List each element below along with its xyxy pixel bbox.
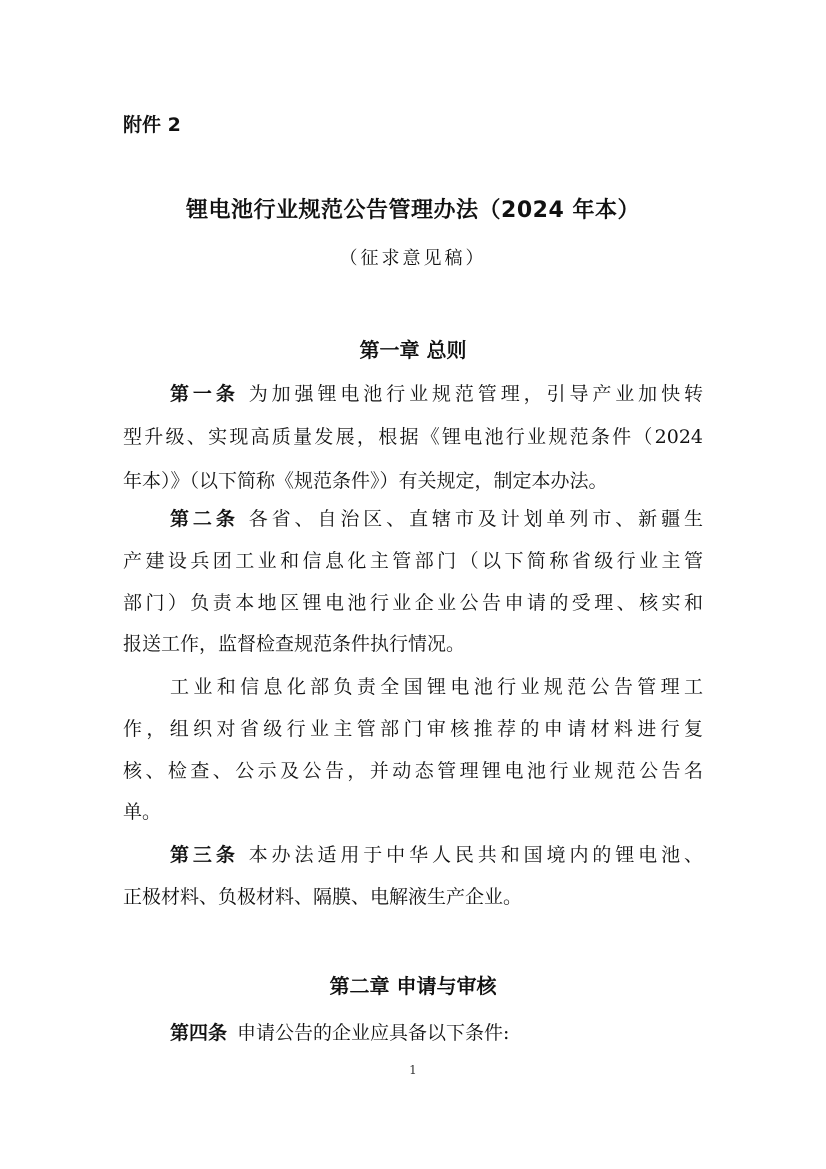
article-4-text: 申请公告的企业应具备以下条件:	[237, 1022, 510, 1044]
article-2b-line-1: 工业和信息化部负责全国锂电池行业规范公告管理工	[170, 676, 703, 698]
article-1-line-2: 型升级、实现高质量发展，根据《锂电池行业规范条件（2024	[123, 426, 703, 448]
article-1-label: 第一条	[170, 383, 239, 405]
document-subtitle: （征求意见稿）	[339, 248, 487, 269]
chapter-1-heading: 第一章 总则	[359, 338, 467, 362]
article-2-label: 第二条	[170, 508, 239, 530]
article-2b-line-2: 作，组织对省级行业主管部门审核推荐的申请材料进行复	[123, 718, 703, 740]
article-2b-line-3: 核、检查、公示及公告，并动态管理锂电池行业规范公告名	[123, 760, 703, 782]
article-2-text: 各省、自治区、直辖市及计划单列市、新疆生	[248, 508, 703, 530]
article-1-line-1	[170, 381, 703, 407]
article-3-line-1	[170, 842, 703, 868]
attachment-label: 附件 2	[123, 114, 181, 136]
chapter-2-heading: 第二章 申请与审核	[329, 974, 497, 998]
article-2-line-3: 部门）负责本地区锂电池行业企业公告申请的受理、核实和	[123, 592, 703, 614]
article-3-line-2: 正极材料、负极材料、隔膜、电解液生产企业。	[123, 886, 523, 908]
article-4-label: 第四条	[170, 1022, 228, 1044]
article-2b-line-4: 单。	[123, 801, 162, 823]
document-title: 锂电池行业规范公告管理办法（2024 年本）	[186, 198, 640, 223]
article-2-line-2: 产建设兵团工业和信息化主管部门（以下简称省级行业主管	[123, 550, 703, 572]
page-number: 1	[409, 1063, 417, 1077]
article-1-line-3: 年本）》（以下简称《规范条件》）有关规定，制定本办法。	[123, 470, 608, 492]
article-4-line-1	[170, 1020, 703, 1046]
article-2-line-1	[170, 506, 703, 532]
article-2-line-4: 报送工作，监督检查规范条件执行情况。	[123, 633, 466, 655]
article-1-text: 为加强锂电池行业规范管理，引导产业加快转	[248, 383, 703, 405]
article-3-text: 本办法适用于中华人民共和国境内的锂电池、	[248, 844, 703, 866]
article-3-label: 第三条	[170, 844, 239, 866]
